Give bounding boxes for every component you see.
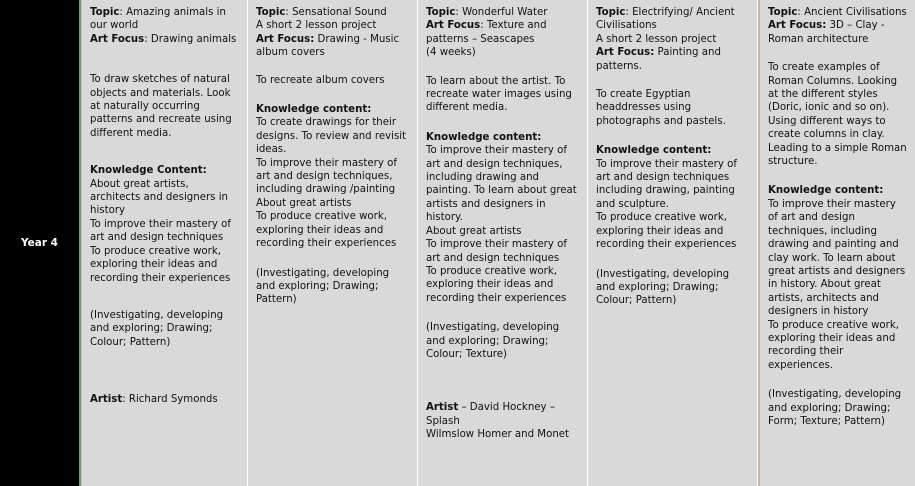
topic-text: : Electrifying/ Ancient Civilisations A short 2 lesson project xyxy=(596,7,735,45)
column-wonderful-water xyxy=(418,0,588,486)
topic-label: Topic xyxy=(596,7,626,18)
objective-text: To learn about the artist. To recreate water images using different media. xyxy=(426,75,572,114)
skills-text: (Investigating, developing and exploring; Drawing; Form; Texture; Pattern) xyxy=(768,389,902,427)
art-focus-line xyxy=(596,46,750,73)
artist-line xyxy=(90,393,240,406)
knowledge-text: To improve their mastery of art and design techniques including drawing, painting and sculpture. To produce creative work, exploring their ideas and recording their experiences xyxy=(596,158,737,251)
art-focus-label: Art Focus: xyxy=(596,47,655,59)
column-amazing-animals xyxy=(81,0,248,486)
knowledge-text: About great artists, architects and designers in history To improve their mastery of art and design techniques To produce creative work, exploring their ideas and recording their experiences xyxy=(90,178,231,284)
artist-label: Artist xyxy=(90,394,123,406)
skills-text: (Investigating, developing and exploring; Drawing; Pattern) xyxy=(256,267,390,306)
row-label-year-4: Year 4 xyxy=(0,0,81,486)
art-focus-label: Art Focus xyxy=(90,33,145,45)
topic-text: : Sensational Sound A short 2 lesson project xyxy=(256,7,387,32)
art-focus-line xyxy=(256,33,410,60)
art-focus-text: 3D – Clay - Roman architecture xyxy=(768,20,885,45)
skills-text: (Investigating, developing and exploring; Drawing; Colour; Texture) xyxy=(426,322,560,360)
knowledge-text: To improve their mastery of art and design techniques, including drawing and painting and clay work. To learn about great artists and designers in history. About great artists, architects and designers in history To produce creative work, exploring their ideas and recording their experiences. xyxy=(768,198,906,371)
topic-label: Topic xyxy=(768,7,798,18)
topic-line xyxy=(768,6,908,19)
column-ancient-civilisations-roman xyxy=(758,0,915,486)
art-focus-line xyxy=(768,19,908,46)
objective-text: To draw sketches of natural objects and materials. Look at naturally occurring patterns and recreate using different media. xyxy=(90,74,232,139)
art-focus-text: Painting and patterns. xyxy=(596,47,721,72)
topic-text: : Ancient Civilisations xyxy=(797,7,907,18)
artist-line xyxy=(426,401,580,441)
objective-text: To create examples of Roman Columns. Looking at the different styles (Doric, ionic and so on). Using different ways to create columns in clay. Leading to a simple Roman structure. xyxy=(768,62,907,168)
knowledge-text: To improve their mastery of art and design techniques, including drawing and painting. To learn about great artists and designers in history. About great artists To improve their mastery of art and design techniques To produce creative work, exploring their ideas and recording their experiences xyxy=(426,145,577,304)
knowledge-heading: Knowledge Content: xyxy=(90,165,207,177)
artist-text: : Richard Symonds xyxy=(122,394,218,406)
objective-text: To recreate album covers xyxy=(256,74,385,86)
topic-line xyxy=(256,6,410,33)
topic-label: Topic xyxy=(256,7,286,18)
topic-label: Topic xyxy=(90,7,120,18)
knowledge-text: To create drawings for their designs. To review and revisit ideas. To improve their mastery of art and design techniques, including drawing /painting About great artists To produce creative work, exploring their ideas and recording their experiences xyxy=(256,117,407,250)
art-focus-label: Art Focus: xyxy=(256,33,315,45)
knowledge-heading: Knowledge content: xyxy=(256,104,372,116)
artist-text: – David Hockney – Splash Wilmslow Homer and Monet xyxy=(426,402,570,441)
topic-line xyxy=(426,6,580,19)
knowledge-heading: Knowledge content: xyxy=(596,145,712,157)
art-focus-text: Drawing - Music album covers xyxy=(256,33,400,59)
column-electrifying-ancient-civilisations xyxy=(588,0,758,486)
art-focus-text: : Texture and patterns – Seascapes (4 weeks) xyxy=(426,20,547,59)
skills-text: (Investigating, developing and exploring; Drawing; Colour; Pattern) xyxy=(596,268,730,307)
topic-line xyxy=(90,6,240,33)
art-focus-line xyxy=(426,19,580,59)
topic-line xyxy=(596,6,750,46)
topic-text: : Amazing animals in our world xyxy=(90,7,226,32)
art-focus-label: Art Focus xyxy=(426,20,481,32)
art-focus-line xyxy=(90,33,240,46)
topic-label: Topic xyxy=(426,7,456,18)
art-focus-text: : Drawing animals xyxy=(144,33,237,45)
knowledge-heading: Knowledge content: xyxy=(768,185,884,197)
column-sensational-sound xyxy=(248,0,418,486)
skills-text: (Investigating, developing and exploring; Drawing; Colour; Pattern) xyxy=(90,309,224,348)
artist-label: Artist xyxy=(426,402,459,414)
objective-text: To create Egyptian headdresses using photographs and pastels. xyxy=(596,89,726,127)
topic-text: : Wonderful Water xyxy=(455,7,548,18)
art-focus-label: Art Focus: xyxy=(768,20,827,32)
knowledge-heading: Knowledge content: xyxy=(426,131,542,143)
